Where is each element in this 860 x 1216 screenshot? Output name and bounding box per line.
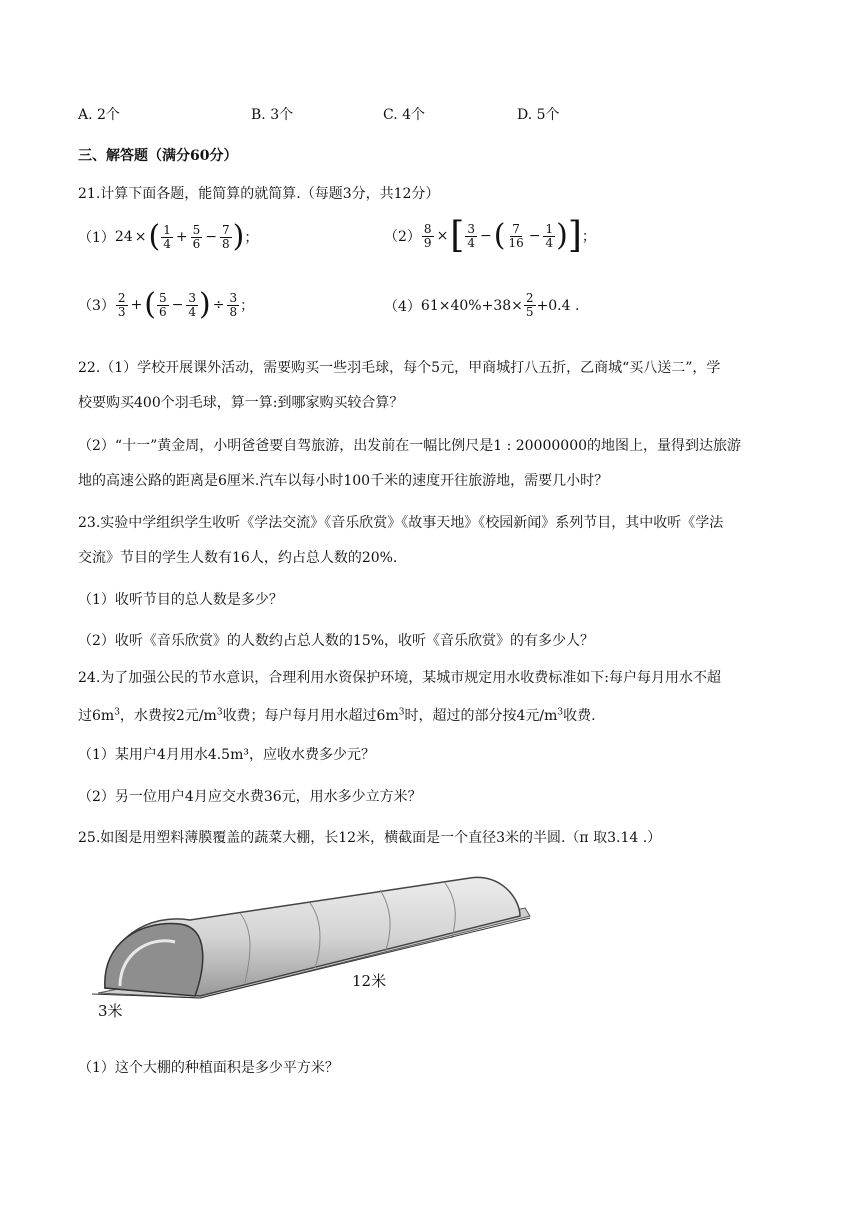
section-title: 三、解答题（满分60分） — [78, 148, 238, 164]
number: 24 — [114, 229, 133, 245]
fraction: $\frac{1}{4}$ — [163, 222, 171, 251]
fraction: $\frac{3}{8}$ — [229, 290, 238, 319]
q21-expr1: （1） 24 × ( $\frac{1}{4}$ + $\frac{5}{6}$ − $\frac{7}{8}$ ) ； — [78, 219, 259, 254]
fraction: $\frac{2}{3}$ — [117, 290, 126, 319]
q24-line2: 过$6m^3$，水费按2元$/m^3$收费；每户每月用水超过$6m^3$时，超过的部分按4元$/m^3$收费. — [78, 707, 596, 724]
greenhouse-figure — [80, 858, 540, 1028]
q24-line4: （2）另一位用户4月应交水费36元，用水多少立方米？ — [78, 789, 422, 805]
q23-line2: 交流》节目的学生人数有16人，约占总人数的20%. — [78, 550, 398, 566]
length-label: 12米 — [352, 972, 387, 990]
q21-expr3: （3） $\frac{2}{3}$ + ( $\frac{5}{6}$ − $\frac{3}{4}$ ) ÷ $\frac{3}{8}$ ； — [78, 287, 255, 322]
q21-label3: （3） — [78, 298, 115, 314]
choice-b: B. 3个 — [251, 107, 294, 123]
q23-line3: （1）收听节目的总人数是多少？ — [78, 592, 283, 608]
q23-line1: 23.实验中学组织学生收听《学法交流》《音乐欣赏》《故事天地》《校园新闻》系列节目，其中收听《学法 — [78, 515, 724, 531]
q21-label2: （2） — [384, 229, 421, 245]
expr-text: 61×40%+38× — [420, 297, 523, 314]
q22-line3: （2）“十一”黄金周，小明爸爸要自驾旅游，出发前在一幅比例尺是1 : 20000000的地图上，量得到达旅游 — [78, 438, 742, 454]
q22-line1: 22.（1）学校开展课外活动，需要购买一些羽毛球，每个5元，甲商城打八五折，乙商城“买八送二”，学 — [78, 360, 721, 376]
diameter-label: 3米 — [98, 1002, 123, 1020]
fraction: $\frac{7}{8}$ — [221, 222, 230, 251]
q24-line1: 24.为了加强公民的节水意识，合理利用水资保护环境，某城市规定用水收费标准如下:每户每月用水不超 — [78, 670, 721, 686]
fraction: $\frac{7}{16}$ — [508, 221, 524, 250]
fraction: $\frac{1}{4}$ — [545, 221, 554, 250]
q22-line2: 校要购买400个羽毛球，算一算:到哪家购买较合算？ — [78, 395, 404, 411]
q21-stem: 21.计算下面各题，能简算的就简算.（每题3分，共12分） — [78, 186, 440, 202]
fraction: $\frac{2}{5}$ — [525, 291, 534, 319]
fraction: $\frac{5}{6}$ — [192, 222, 201, 251]
q21-expr2: （2） $\frac{8}{9}$ × [ $\frac{3}{4}$ − ( $\frac{7}{16}$ − $\frac{1}{4}$ ) ] ； — [384, 215, 596, 256]
fraction: $\frac{3}{4}$ — [188, 290, 197, 319]
q23-line4: （2）收听《音乐欣赏》的人数约占总人数的15%，收听《音乐欣赏》的有多少人？ — [78, 633, 595, 649]
fraction: $\frac{5}{6}$ — [159, 290, 167, 319]
fraction: $\frac{8}{9}$ — [423, 221, 432, 250]
fraction: $\frac{3}{4}$ — [467, 221, 475, 250]
q21-label1: （1） — [78, 230, 115, 246]
q21-label4: （4） — [384, 298, 421, 315]
expr-text: +0.4 . — [536, 297, 580, 314]
q24-line3: （1）某用户4月用水4.5m³，应收水费多少元？ — [78, 747, 375, 763]
choice-a: A. 2个 — [78, 107, 120, 123]
q22-line4: 地的高速公路的距离是6厘米.汽车以每小时100千米的速度开往旅游地，需要几小时？ — [78, 473, 609, 489]
choice-c: C. 4个 — [383, 107, 426, 123]
choice-d: D. 5个 — [517, 107, 560, 123]
q25-line1: 25.如图是用塑料薄膜覆盖的蔬菜大棚，长12米，横截面是一个直径3米的半圆.（π 取3.14 .） — [78, 830, 662, 846]
q25-line2: （1）这个大棚的种植面积是多少平方米？ — [78, 1060, 339, 1076]
q21-expr4 — [384, 292, 579, 319]
